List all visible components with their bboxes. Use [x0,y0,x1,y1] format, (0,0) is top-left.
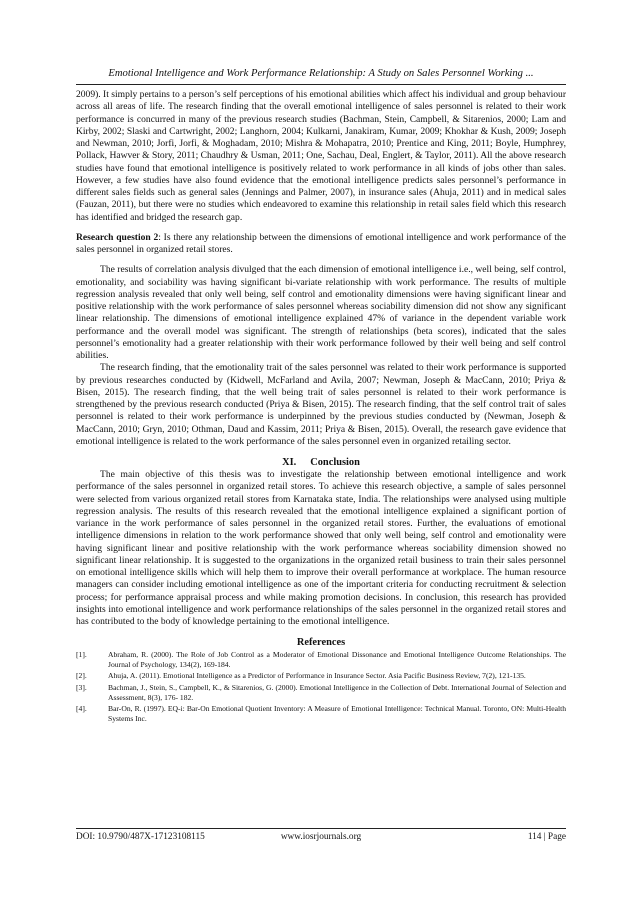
section-number: XI. [282,457,297,468]
references-heading: References [296,637,346,649]
reference-item [76,671,566,681]
research-question-text: : Is there any relationship between the dimensions of emotional intelligence and work performance of the sales personnel in organized retail stores. [76,231,566,255]
reference-number: [4]. [76,703,87,713]
footer-rule [76,828,566,829]
research-question-2 [76,232,566,257]
section-title: Conclusion [310,457,360,468]
reference-text: Abraham, R. (2000). The Role of Job Control as a Moderator of Emotional Dissonance and Emotional Intelligence Outcome Relationships. The Journal of Psychology, 134(2), 169-184. [108,650,566,670]
conclusion-paragraph: The main objective of this thesis was to investigate the relationship between emotional intelligence and work performance of the sales personnel in organized retail stores. To achieve this research objective, a sample of sales personnel were selected from various organized retail stores from Karnataka state, India. The relationships were analysed using multiple regression analysis. The results of this research revealed that the emotional intelligence explained a significant portion of variance in the work performance of sales personnel in the organized retail stores. Further, the evaluations of emotional intelligence dimensions in relation to the work performance showed that only well being, self control and emotionality were having significant linear and positive relationship with the work performance whereas sociability dimension showed no significant linear relationship. It is suggested to the organizations in the organized retail business to train their sales personnel on emotional intelligence skills which will help them to improve their overall performance at workplace. The human resource managers can consider including emotional intelligence as one of the important criteria for conducting recruitment & selection process; for performance appraisal process and while making promotion decisions. In conclusion, this research has provided insights into emotional intelligence and work performance relationships of the sales personnel in the organized retail stores and has contributed to the body of knowledge pertaining to the emotional intelligence. [76,469,566,627]
research-question-label: Research question 2 [76,231,159,243]
reference-item [76,650,566,670]
reference-item [76,704,566,724]
reference-number: [2]. [76,671,87,681]
reference-text: Bar-On, R. (1997). EQ-i: Bar-On Emotional Quotient Inventory: A Measure of Emotional Intelligence: Technical Manual. Toronto, ON: Multi-Health Systems Inc. [108,703,566,723]
intro-paragraph: 2009). It simply pertains to a person’s self perceptions of his emotional abilities which affect his individual and group behaviour across all areas of life. The research finding that the overall emotional intelligence of sales personnel is related to their work performance is concurred in many of the previous research studies (Bachman, Stein, Campbell, & Sitarenios, 2000; Lam and Kirby, 2002; Slaski and Cartwright, 2002; Langhorn, 2004; Kulkarni, Janakiram, Kumar, 2009; Khokhar & Kush, 2009; Joseph and Newman, 2010; Jorfi, Jorfi, & Moghadam, 2010; Mishra & Mohapatra, 2010; Prentice and King, 2011; Boyle, Humphrey, Pollack, Hawver & Story, 2011; Chaudhry & Usman, 2011; One, Sachau, Deal, Englert, & Taylor, 2011). All the above research studies have found that emotional intelligence is positively related to work performance in all kinds of jobs other than sales. However, a few studies have also found evidence that the emotional intelligence predicts sales personnel’s performance in different sales fields such as general sales (Jennings and Palmer, 2007), in insurance sales (Ahuja, 2011) and in medical sales (Fauzan, 2011), but there were no studies which endeavored to examine this relationship in retail sales field which this research has identified and bridged the research gap. [76,89,566,223]
reference-item [76,683,566,703]
references-list [76,650,566,724]
running-header: Emotional Intelligence and Work Performance Relationship: A Study on Sales Personnel Working ... [108,68,534,79]
reference-number: [1]. [76,650,87,660]
reference-text: Ahuja, A. (2011). Emotional Intelligence as a Predictor of Performance in Insurance Sector. Asia Pacific Business Review, 7(2), 121-135. [108,671,526,681]
footer-doi: DOI: 10.9790/487X-17123108115 [76,832,205,842]
conclusion-heading [76,456,566,469]
header-rule [76,84,566,85]
reference-number: [3]. [76,682,87,692]
reference-text: Bachman, J., Stein, S., Campbell, K., & Sitarenios, G. (2000). Emotional Intelligence in the Collection of Debt. International Journal of Selection and Assessment, 8(3), 176- 182. [108,682,566,702]
footer-website-link[interactable]: www.iosrjournals.org [280,832,362,842]
results-paragraph: The results of correlation analysis divulged that the each dimension of emotional intelligence i.e., well being, self control, emotionality, and sociability was having significant bi-variate relationship with work performance. The results of multiple regression analysis revealed that only well being, self control and emotionality dimensions were having significant linear and positive relationship with the work performance of sales personnel whereas sociability dimension did not show any significant linear relationship. The dimensions of emotional intelligence explained 47% of variance in the dependent variable work performance and the overall model was significant. The strength of relationships (beta scores), indicated that the sales personnel’s emotionality had a greater relationship with their work performance followed by their well being and self control abilities. [76,264,566,361]
body-text [76,89,566,725]
footer-page-number: 114 | Page [527,832,566,842]
findings-paragraph: The research finding, that the emotionality trait of the sales personnel was related to their work performance is supported by previous researches conducted by (Kidwell, McFarland and Avila, 2007; Newman, Joseph & MacCann, 2010; Priya & Bisen, 2015). The research finding, that the well being trait of sales personnel is related to their work performance is strengthened by the previous research conducted (Priya & Bisen, 2015). The research finding, that the self control trait of sales personnel is related to their work performance is underpinned by the previous studies conducted by (Newman, Joseph & MacCann, 2010; Gryn, 2010; Othman, Daud and Kassim, 2011; Priya & Bisen, 2015). Overall, the research gave evidence that emotional intelligence is related to the work performance of the sales personnel even in organized retailing sector. [76,362,566,447]
